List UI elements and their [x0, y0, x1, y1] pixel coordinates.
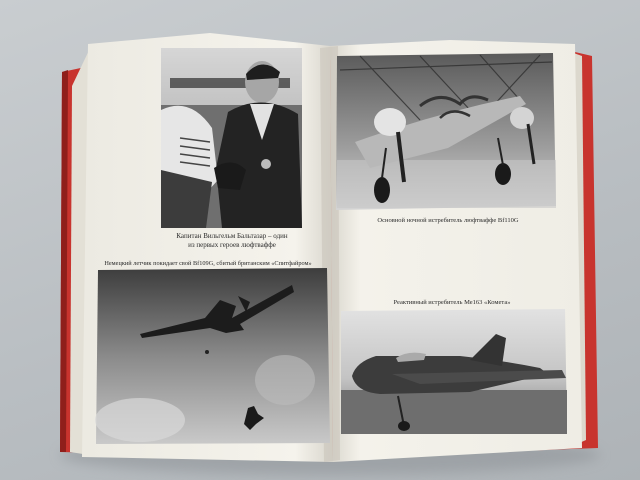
pilot-caption-line1: Капитан Вильгельм Бальтазар – один — [176, 232, 288, 240]
bf110-photo — [336, 53, 556, 210]
me163-caption: Реактивный истребитель Ме163 «Комета» — [393, 299, 511, 306]
bf110-caption: Основной ночной истребитель люфтваффе Bf110G — [377, 217, 519, 224]
me163-photo — [341, 309, 567, 434]
pilot-caption-line2: из первых героев люфтваффе — [188, 241, 276, 249]
pilot-portrait-photo — [161, 48, 302, 228]
bf109-caption: Немецкий летчик покидает свой Bf109G, сбитый британским «Спитфайром» — [104, 260, 312, 267]
bf109-photo — [95, 268, 330, 444]
